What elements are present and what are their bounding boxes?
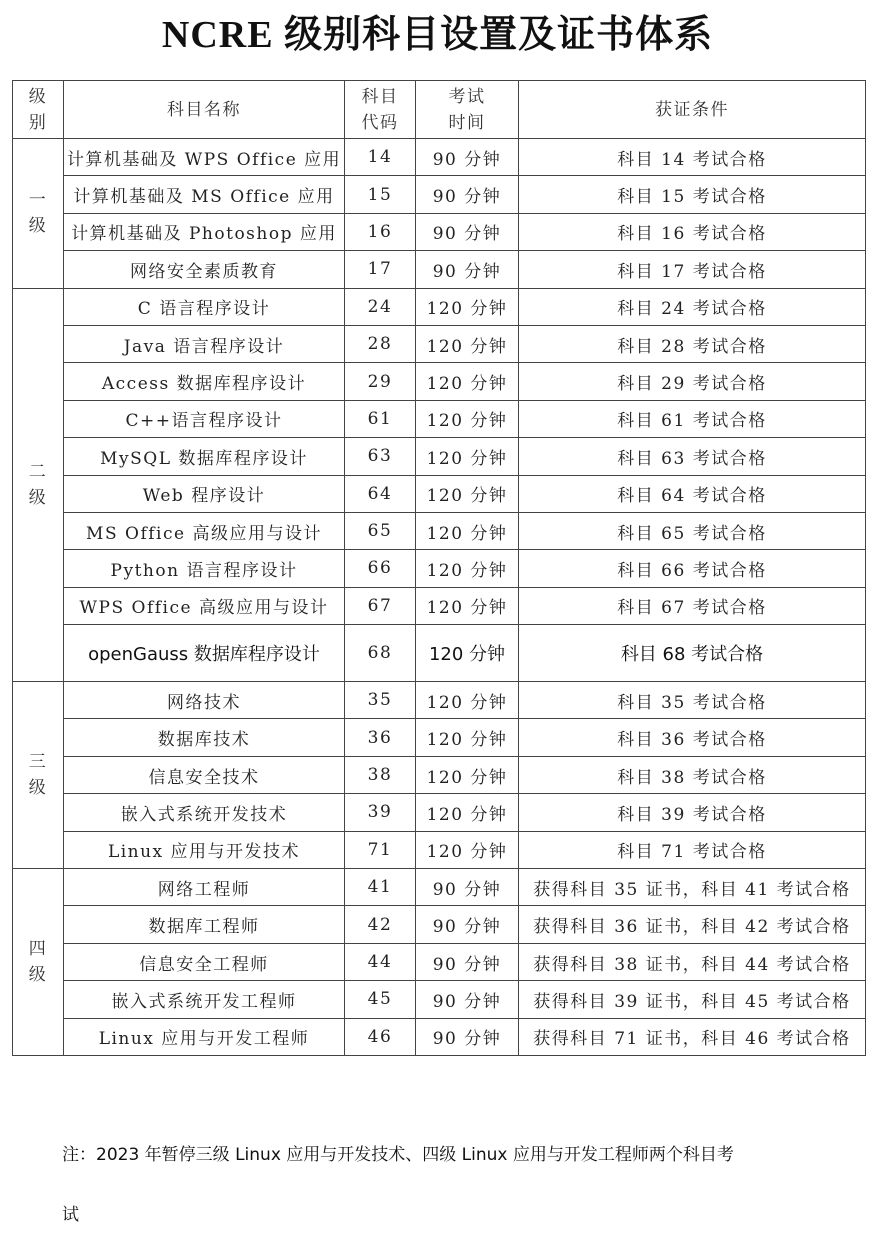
subject-name: 计算机基础及 WPS Office 应用 [64, 139, 345, 176]
table-row [13, 400, 866, 437]
header-certificate-condition: 获证条件 [519, 81, 866, 139]
certificate-condition: 科目 28 考试合格 [519, 325, 866, 362]
certificate-condition: 科目 15 考试合格 [519, 176, 866, 213]
table-row [13, 288, 866, 325]
certificate-condition: 科目 14 考试合格 [519, 139, 866, 176]
table-row [13, 475, 866, 512]
certificate-condition: 科目 65 考试合格 [519, 512, 866, 549]
table-row [13, 550, 866, 587]
table-row [13, 719, 866, 756]
header-code-line2: 代码 [361, 112, 399, 133]
exam-time: 90 分钟 [416, 981, 519, 1018]
table-row [13, 869, 866, 906]
certificate-condition: 科目 16 考试合格 [519, 213, 866, 250]
level-label-line1: 四 [28, 939, 48, 959]
exam-time: 120 分钟 [416, 587, 519, 624]
certificate-condition: 科目 67 考试合格 [519, 587, 866, 624]
table-row [13, 906, 866, 943]
subject-code: 29 [345, 363, 416, 400]
subject-name: 网络安全素质教育 [64, 251, 345, 288]
table-row [13, 176, 866, 213]
subject-name: Java 语言程序设计 [64, 325, 345, 362]
subject-code: 44 [345, 943, 416, 980]
exam-time: 120 分钟 [416, 438, 519, 475]
subject-name: 信息安全技术 [64, 756, 345, 793]
table-body [13, 139, 866, 1056]
subject-code: 28 [345, 325, 416, 362]
level-label-line2: 级 [28, 778, 48, 799]
header-time-line1: 考试 [448, 86, 486, 107]
ncre-subject-table [12, 80, 866, 1056]
level-label-line2: 级 [28, 216, 48, 237]
footnote [62, 1125, 822, 1245]
certificate-condition: 获得科目 38 证书，科目 44 考试合格 [519, 943, 866, 980]
exam-time: 120 分钟 [416, 719, 519, 756]
header-time-line2: 时间 [448, 112, 486, 133]
table-row [13, 363, 866, 400]
table-row [13, 625, 866, 682]
exam-time: 90 分钟 [416, 869, 519, 906]
certificate-condition: 科目 29 考试合格 [519, 363, 866, 400]
subject-name: 计算机基础及 MS Office 应用 [64, 176, 345, 213]
exam-time: 120 分钟 [416, 400, 519, 437]
certificate-condition: 科目 63 考试合格 [519, 438, 866, 475]
table-row [13, 682, 866, 719]
subject-name: Linux 应用与开发工程师 [64, 1018, 345, 1055]
subject-name: Web 程序设计 [64, 475, 345, 512]
table-row [13, 756, 866, 793]
table-row [13, 512, 866, 549]
exam-time: 90 分钟 [416, 906, 519, 943]
subject-code: 65 [345, 512, 416, 549]
subject-name: 计算机基础及 Photoshop 应用 [64, 213, 345, 250]
subject-name: C 语言程序设计 [64, 288, 345, 325]
subject-name: 嵌入式系统开发工程师 [64, 981, 345, 1018]
header-level [13, 81, 64, 139]
certificate-condition: 科目 71 考试合格 [519, 831, 866, 868]
certificate-condition: 科目 38 考试合格 [519, 756, 866, 793]
subject-code: 17 [345, 251, 416, 288]
subject-code: 61 [345, 400, 416, 437]
subject-code: 68 [345, 625, 416, 682]
level-cell-1 [13, 139, 64, 289]
exam-time: 120 分钟 [416, 756, 519, 793]
table-row [13, 831, 866, 868]
table-row [13, 251, 866, 288]
exam-time: 120 分钟 [416, 475, 519, 512]
table-row [13, 981, 866, 1018]
subject-code: 41 [345, 869, 416, 906]
table-row [13, 139, 866, 176]
level-label-line2: 级 [28, 487, 48, 508]
subject-name: 信息安全工程师 [64, 943, 345, 980]
table-row [13, 794, 866, 831]
subject-name: Linux 应用与开发技术 [64, 831, 345, 868]
subject-code: 38 [345, 756, 416, 793]
table-row [13, 213, 866, 250]
subject-code: 66 [345, 550, 416, 587]
subject-name: C++语言程序设计 [64, 400, 345, 437]
certificate-condition: 科目 39 考试合格 [519, 794, 866, 831]
level-label-line2: 级 [28, 965, 48, 985]
certificate-condition: 科目 24 考试合格 [519, 288, 866, 325]
header-exam-time [416, 81, 519, 139]
table-row [13, 325, 866, 362]
table-header-row [13, 81, 866, 139]
exam-time: 120 分钟 [416, 625, 519, 682]
subject-name: 网络技术 [64, 682, 345, 719]
exam-time: 120 分钟 [416, 831, 519, 868]
level-cell-3 [13, 682, 64, 869]
header-code-line1: 科目 [361, 86, 399, 107]
certificate-condition: 获得科目 39 证书，科目 45 考试合格 [519, 981, 866, 1018]
certificate-condition: 科目 35 考试合格 [519, 682, 866, 719]
certificate-condition: 获得科目 71 证书，科目 46 考试合格 [519, 1018, 866, 1055]
subject-code: 42 [345, 906, 416, 943]
exam-time: 90 分钟 [416, 176, 519, 213]
subject-code: 14 [345, 139, 416, 176]
certificate-condition: 科目 64 考试合格 [519, 475, 866, 512]
certificate-condition: 获得科目 36 证书，科目 42 考试合格 [519, 906, 866, 943]
table-row [13, 587, 866, 624]
subject-name: MS Office 高级应用与设计 [64, 512, 345, 549]
subject-code: 36 [345, 719, 416, 756]
table-row [13, 1018, 866, 1055]
exam-time: 120 分钟 [416, 794, 519, 831]
certificate-condition: 科目 17 考试合格 [519, 251, 866, 288]
level-label-line1: 一 [28, 190, 48, 211]
subject-name: 数据库工程师 [64, 906, 345, 943]
subject-code: 35 [345, 682, 416, 719]
certificate-condition: 获得科目 35 证书，科目 41 考试合格 [519, 869, 866, 906]
footnote-line2: 试 [62, 1205, 79, 1225]
subject-code: 67 [345, 587, 416, 624]
certificate-condition: 科目 61 考试合格 [519, 400, 866, 437]
exam-time: 120 分钟 [416, 325, 519, 362]
footnote-line1: 注：2023 年暂停三级 Linux 应用与开发技术、四级 Linux 应用与开发工程师两个科目考 [62, 1145, 734, 1165]
page-title: NCRE 级别科目设置及证书体系 [161, 14, 714, 56]
exam-time: 120 分钟 [416, 512, 519, 549]
header-subject-name: 科目名称 [64, 81, 345, 139]
subject-name: 数据库技术 [64, 719, 345, 756]
subject-code: 16 [345, 213, 416, 250]
subject-name: 网络工程师 [64, 869, 345, 906]
subject-name: openGauss 数据库程序设计 [64, 625, 345, 682]
subject-name: Access 数据库程序设计 [64, 363, 345, 400]
level-label-line1: 二 [28, 461, 48, 482]
header-level-line2: 别 [28, 112, 48, 133]
subject-code: 71 [345, 831, 416, 868]
exam-time: 90 分钟 [416, 213, 519, 250]
subject-code: 45 [345, 981, 416, 1018]
exam-time: 90 分钟 [416, 251, 519, 288]
table-row [13, 438, 866, 475]
exam-time: 90 分钟 [416, 139, 519, 176]
exam-time: 120 分钟 [416, 363, 519, 400]
exam-time: 90 分钟 [416, 943, 519, 980]
certificate-condition: 科目 66 考试合格 [519, 550, 866, 587]
level-label-line1: 三 [28, 752, 48, 773]
certificate-condition: 科目 68 考试合格 [519, 625, 866, 682]
certificate-condition: 科目 36 考试合格 [519, 719, 866, 756]
level-cell-2 [13, 288, 64, 682]
header-level-line1: 级 [28, 86, 48, 107]
header-subject-code [345, 81, 416, 139]
subject-code: 24 [345, 288, 416, 325]
exam-time: 90 分钟 [416, 1018, 519, 1055]
exam-time: 120 分钟 [416, 550, 519, 587]
table-row [13, 943, 866, 980]
subject-name: Python 语言程序设计 [64, 550, 345, 587]
subject-code: 63 [345, 438, 416, 475]
subject-code: 64 [345, 475, 416, 512]
subject-code: 39 [345, 794, 416, 831]
subject-name: WPS Office 高级应用与设计 [64, 587, 345, 624]
exam-time: 120 分钟 [416, 682, 519, 719]
level-cell-4 [13, 869, 64, 1056]
subject-code: 46 [345, 1018, 416, 1055]
exam-time: 120 分钟 [416, 288, 519, 325]
subject-name: 嵌入式系统开发技术 [64, 794, 345, 831]
subject-name: MySQL 数据库程序设计 [64, 438, 345, 475]
subject-code: 15 [345, 176, 416, 213]
